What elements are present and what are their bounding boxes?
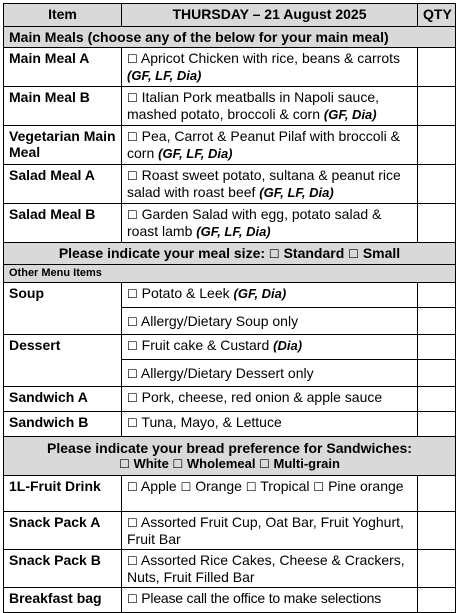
qty-cell[interactable]	[418, 335, 456, 360]
qty-cell[interactable]	[418, 412, 456, 437]
qty-cell[interactable]	[418, 283, 456, 308]
small-checkbox[interactable]: ☐	[348, 247, 359, 261]
header-row	[4, 4, 456, 27]
sandwich-b-row	[4, 412, 456, 437]
snack-pack-a-row	[4, 512, 456, 550]
qty-cell[interactable]	[418, 308, 456, 335]
item-description: ☐ Assorted Fruit Cup, Oat Bar, Fruit Yoghurt, Fruit Bar	[122, 512, 418, 550]
item-description: ☐ Allergy/Dietary Dessert only	[122, 360, 418, 387]
qty-cell[interactable]	[418, 87, 456, 126]
item-description: ☐ Pork, cheese, red onion & apple sauce	[122, 387, 418, 412]
salad-meal-b-row	[4, 204, 456, 243]
checkbox-icon[interactable]: ☐	[127, 91, 138, 105]
item-description: ☐ Tuna, Mayo, & Lettuce	[122, 412, 418, 437]
fruit-drink-row	[4, 476, 456, 512]
breakfast-bag-row	[4, 588, 456, 613]
qty-cell[interactable]	[418, 387, 456, 412]
qty-cell[interactable]	[418, 48, 456, 87]
checkbox-icon[interactable]: ☐	[127, 339, 138, 353]
orange-checkbox[interactable]: ☐	[180, 480, 192, 494]
item-name: Snack Pack B	[4, 550, 122, 588]
item-name: Main Meal A	[4, 48, 122, 87]
item-description: ☐ Roast sweet potato, sultana & peanut rice salad with roast beef (GF, LF, Dia)	[122, 165, 418, 204]
dessert-row	[4, 335, 456, 360]
qty-cell[interactable]	[418, 512, 456, 550]
qty-cell[interactable]	[418, 476, 456, 512]
item-name: Vegetarian Main Meal	[4, 126, 122, 165]
checkbox-icon[interactable]: ☐	[127, 130, 138, 144]
checkbox-icon[interactable]: ☐	[127, 52, 138, 66]
item-description: ☐ Garden Salad with egg, potato salad & roast lamb (GF, LF, Dia)	[122, 204, 418, 243]
qty-cell[interactable]	[418, 165, 456, 204]
other-items-heading: Other Menu Items	[4, 265, 456, 283]
salad-meal-a-row	[4, 165, 456, 204]
qty-cell[interactable]	[418, 588, 456, 613]
standard-checkbox[interactable]: ☐	[268, 247, 280, 261]
soup-row	[4, 283, 456, 308]
checkbox-icon[interactable]: ☐	[127, 208, 138, 222]
diet-tags: (Dia)	[273, 338, 303, 353]
bread-preference-row	[4, 437, 456, 476]
item-description: ☐ Please call the office to make selections	[122, 588, 418, 613]
date-column-header: THURSDAY – 21 August 2025	[122, 4, 418, 27]
pine-orange-checkbox[interactable]: ☐	[313, 480, 325, 494]
qty-cell[interactable]	[418, 550, 456, 588]
item-description: ☐ Allergy/Dietary Soup only	[122, 308, 418, 335]
wholemeal-bread-checkbox[interactable]: ☐	[172, 457, 184, 471]
qty-cell[interactable]	[418, 204, 456, 243]
apple-checkbox[interactable]: ☐	[127, 480, 138, 494]
item-name: 1L-Fruit Drink	[4, 476, 122, 512]
item-description: ☐ Pea, Carrot & Peanut Pilaf with broccoli & corn (GF, LF, Dia)	[122, 126, 418, 165]
main-meals-section-row	[4, 27, 456, 48]
diet-tags: (GF, Dia)	[233, 286, 287, 301]
diet-tags: (GF, LF, Dia)	[259, 185, 334, 200]
item-description: ☐ Apricot Chicken with rice, beans & carrots (GF, LF, Dia)	[122, 48, 418, 87]
item-description: ☐ Italian Pork meatballs in Napoli sauce, mashed potato, broccoli & corn (GF, Dia)	[122, 87, 418, 126]
main-meal-a-row	[4, 48, 456, 87]
white-bread-checkbox[interactable]: ☐	[119, 457, 130, 471]
item-column-header: Item	[4, 4, 122, 27]
vegetarian-meal-row	[4, 126, 456, 165]
diet-tags: (GF, LF, Dia)	[127, 68, 202, 83]
item-description: ☐ Fruit cake & Custard (Dia)	[122, 335, 418, 360]
tropical-checkbox[interactable]: ☐	[245, 480, 257, 494]
checkbox-icon[interactable]: ☐	[127, 287, 138, 301]
checkbox-icon[interactable]: ☐	[127, 366, 138, 381]
item-name: Salad Meal A	[4, 165, 122, 204]
other-items-section-row	[4, 265, 456, 283]
item-name: Breakfast bag	[4, 588, 122, 613]
sandwich-a-row	[4, 387, 456, 412]
checkbox-icon[interactable]: ☐	[127, 391, 138, 405]
item-description: ☐ Potato & Leek (GF, Dia)	[122, 283, 418, 308]
main-meal-b-row	[4, 87, 456, 126]
diet-tags: (GF, LF, Dia)	[196, 224, 271, 239]
item-name: Main Meal B	[4, 87, 122, 126]
qty-column-header: QTY	[418, 4, 456, 27]
qty-cell[interactable]	[418, 126, 456, 165]
item-name: Soup	[4, 283, 122, 335]
item-name: Sandwich B	[4, 412, 122, 437]
diet-tags: (GF, Dia)	[323, 107, 377, 122]
item-name: Dessert	[4, 335, 122, 387]
checkbox-icon[interactable]: ☐	[127, 169, 138, 183]
multigrain-bread-checkbox[interactable]: ☐	[259, 457, 270, 471]
main-meals-heading: Main Meals (choose any of the below for your main meal)	[4, 27, 456, 48]
meal-size-row	[4, 243, 456, 265]
checkbox-icon[interactable]: ☐	[127, 314, 138, 329]
checkbox-icon[interactable]: ☐	[127, 554, 138, 568]
item-description: ☐ Assorted Rice Cakes, Cheese & Crackers, Nuts, Fruit Filled Bar	[122, 550, 418, 588]
item-name: Snack Pack A	[4, 512, 122, 550]
checkbox-icon[interactable]: ☐	[127, 592, 138, 606]
item-name: Salad Meal B	[4, 204, 122, 243]
diet-tags: (GF, LF, Dia)	[158, 146, 233, 161]
menu-order-table	[3, 3, 456, 613]
item-description: ☐ Apple ☐ Orange ☐ Tropical ☐ Pine orange	[122, 476, 418, 512]
item-name: Sandwich A	[4, 387, 122, 412]
bread-preference-selector: Please indicate your bread preference for Sandwiches: ☐ White ☐ Wholemeal ☐ Multi-grain	[4, 437, 456, 476]
qty-cell[interactable]	[418, 360, 456, 387]
snack-pack-b-row	[4, 550, 456, 588]
meal-size-selector: Please indicate your meal size: ☐ Standard ☐ Small	[4, 243, 456, 265]
checkbox-icon[interactable]: ☐	[127, 516, 138, 530]
checkbox-icon[interactable]: ☐	[127, 416, 138, 430]
